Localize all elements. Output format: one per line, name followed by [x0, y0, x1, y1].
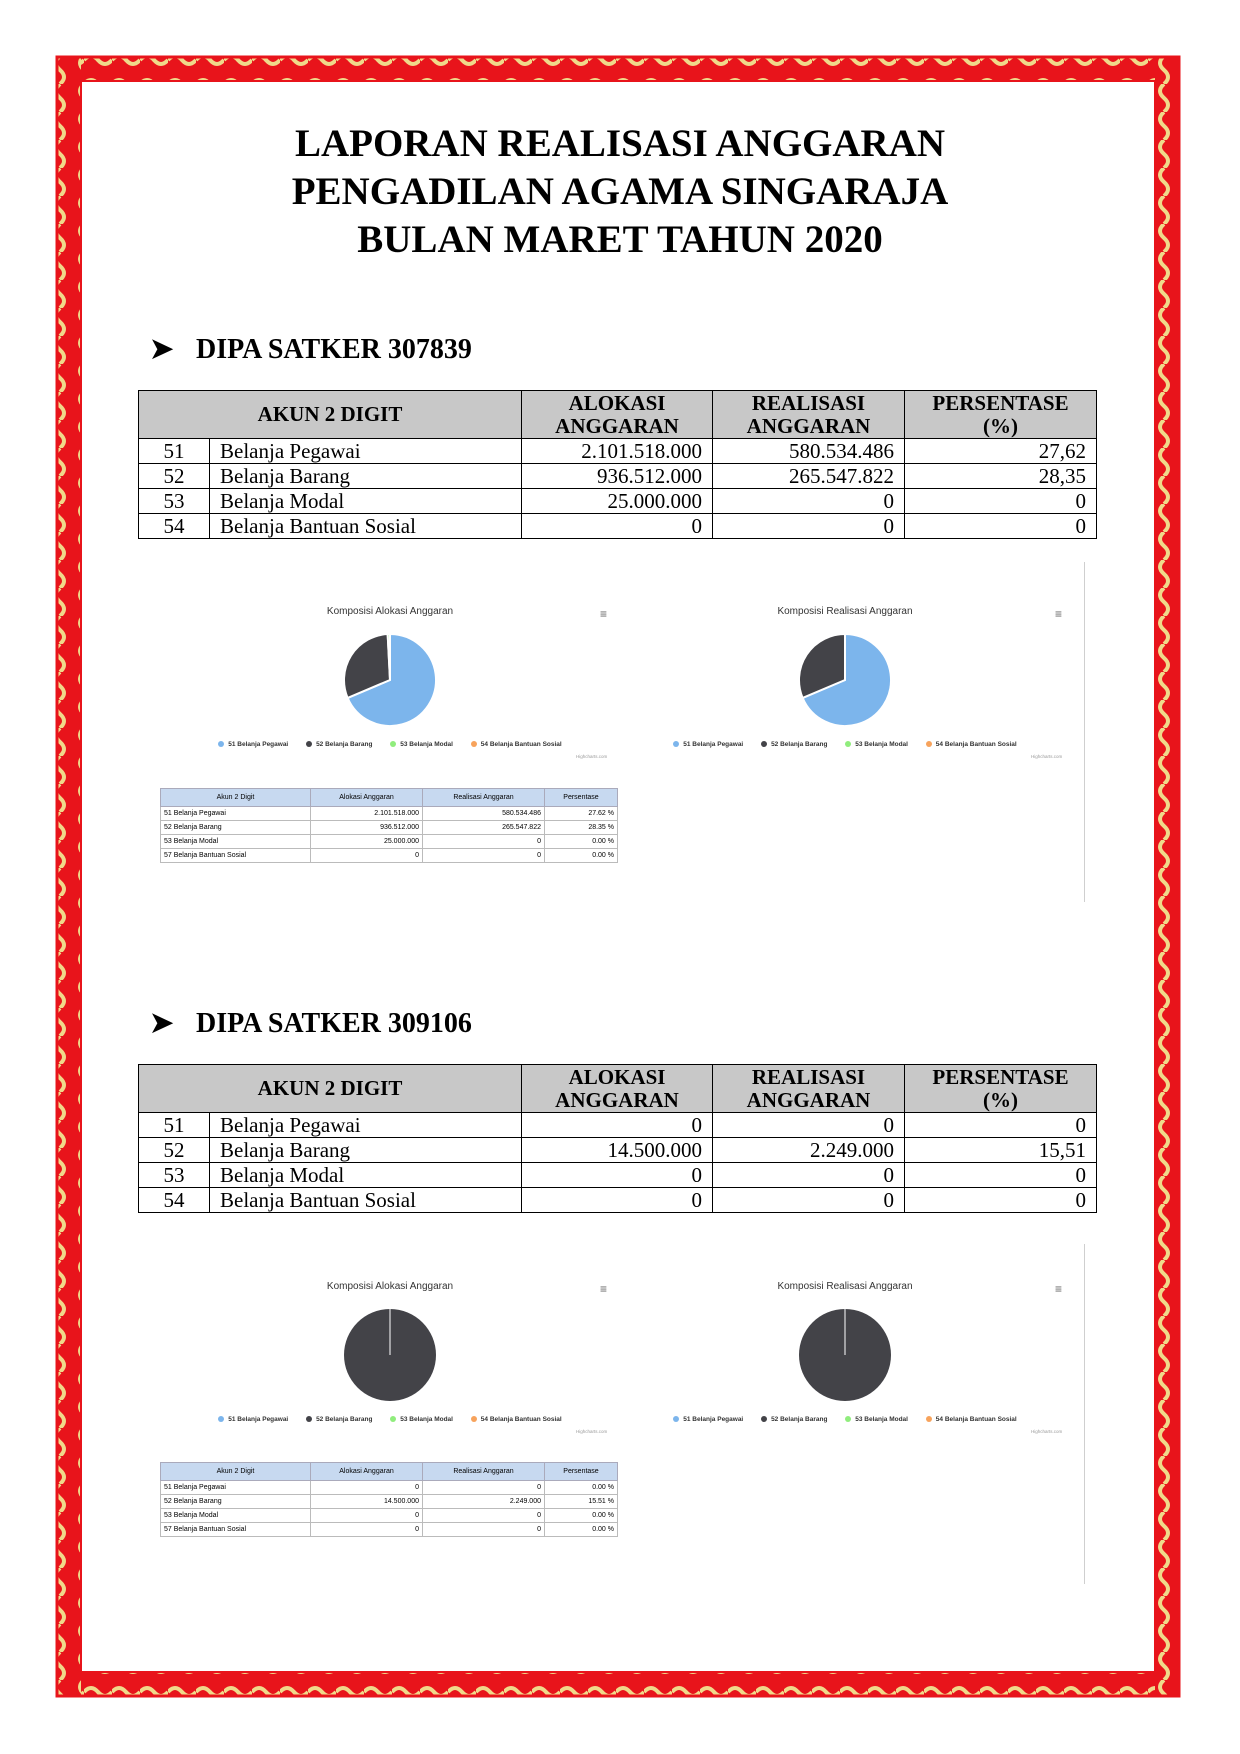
- summary-table-1: Akun 2 Digit Alokasi Anggaran Realisasi Anggaran Persentase 51 Belanja Pegawai 2.101.518.000 580.534.486 27.62 % 52 Belanja Barang 936.512.000 265.547.822 28.35 % 53 Belanja Modal 25.000.000 0 0.00 % 57 Belanja Bantuan Sosial 0 0 0.00 %: [160, 788, 618, 863]
- chart-credit[interactable]: Highcharts.com: [576, 754, 608, 759]
- table-row: 52 Belanja Barang 14.500.000 2.249.000 15,51: [139, 1138, 1097, 1163]
- legend-item-54[interactable]: 54 Belanja Bantuan Sosial: [926, 1416, 1017, 1423]
- chart-title: Komposisi Realisasi Anggaran: [777, 1281, 913, 1292]
- table-row: 52 Belanja Barang 936.512.000 265.547.822 28,35: [139, 464, 1097, 489]
- chart-credit[interactable]: Highcharts.com: [576, 1429, 608, 1434]
- pie-chart-alokasi-1: [160, 600, 620, 760]
- legend-item-53[interactable]: 53 Belanja Modal: [390, 741, 453, 748]
- legend-item-51[interactable]: 51 Belanja Pegawai: [218, 1416, 288, 1423]
- header-akun: AKUN 2 DIGIT: [139, 1065, 522, 1113]
- table-row: 53 Belanja Modal 0 0 0: [139, 1163, 1097, 1188]
- table-row: 52 Belanja Barang 936.512.000 265.547.822 28.35 %: [161, 821, 618, 835]
- chart-divider: [1084, 1244, 1085, 1584]
- chart-legend: [615, 741, 1075, 748]
- legend-item-54[interactable]: 54 Belanja Bantuan Sosial: [471, 741, 562, 748]
- chart-credit[interactable]: Highcharts.com: [1031, 1429, 1063, 1434]
- legend-item-51[interactable]: 51 Belanja Pegawai: [218, 741, 288, 748]
- table-row: 57 Belanja Bantuan Sosial 0 0 0.00 %: [161, 1523, 618, 1537]
- header-akun: AKUN 2 DIGIT: [139, 391, 522, 439]
- section-heading-text: DIPA SATKER 307839: [196, 334, 472, 365]
- header-persentase: PERSENTASE (%): [905, 391, 1097, 439]
- table-row: 53 Belanja Modal 25.000.000 0 0: [139, 489, 1097, 514]
- table-row: 54 Belanja Bantuan Sosial 0 0 0: [139, 1188, 1097, 1213]
- pie-chart-realisasi-1: [615, 600, 1075, 760]
- hamburger-menu-icon[interactable]: ≡: [1055, 607, 1063, 621]
- header-alokasi: ALOKASI ANGGARAN: [522, 1065, 713, 1113]
- legend-item-53[interactable]: 53 Belanja Modal: [390, 1416, 453, 1423]
- pie-svg: [160, 1275, 620, 1435]
- summary-table-2: Akun 2 Digit Alokasi Anggaran Realisasi Anggaran Persentase 51 Belanja Pegawai 0 0 0.00 % 52 Belanja Barang 14.500.000 2.249.000 15.51 % 53 Belanja Modal 0 0 0.00 % 57 Belanja Bantuan Sosial 0 0 0.00 %: [160, 1462, 618, 1537]
- legend-item-53[interactable]: 53 Belanja Modal: [845, 741, 908, 748]
- legend-item-52[interactable]: 52 Belanja Barang: [306, 741, 372, 748]
- legend-item-53[interactable]: 53 Belanja Modal: [845, 1416, 908, 1423]
- legend-item-54[interactable]: 54 Belanja Bantuan Sosial: [471, 1416, 562, 1423]
- header-alokasi: ALOKASI ANGGARAN: [522, 391, 713, 439]
- budget-table-2: [138, 1064, 1097, 1213]
- legend-item-51[interactable]: 51 Belanja Pegawai: [673, 741, 743, 748]
- hamburger-menu-icon[interactable]: ≡: [600, 607, 608, 621]
- hamburger-menu-icon[interactable]: ≡: [600, 1282, 608, 1296]
- pie-chart-realisasi-2: [615, 1275, 1075, 1435]
- arrow-bullet-icon: ➤: [150, 334, 174, 365]
- pie-chart-alokasi-2: [160, 1275, 620, 1435]
- table-row: 51 Belanja Pegawai 0 0 0: [139, 1113, 1097, 1138]
- chart-credit[interactable]: Highcharts.com: [1031, 754, 1063, 759]
- pie-svg: [615, 600, 1075, 760]
- section-heading-2: [150, 1006, 472, 1040]
- title-line-1: LAPORAN REALISASI ANGGARAN: [294, 122, 946, 165]
- section-heading-1: [150, 332, 472, 366]
- title-line-3: BULAN MARET TAHUN 2020: [357, 218, 883, 261]
- pie-svg: [615, 1275, 1075, 1435]
- table-row: 53 Belanja Modal 25.000.000 0 0.00 %: [161, 835, 618, 849]
- legend-item-52[interactable]: 52 Belanja Barang: [761, 741, 827, 748]
- header-persentase: PERSENTASE (%): [905, 1065, 1097, 1113]
- pie-svg: [160, 600, 620, 760]
- header-realisasi: REALISASI ANGGARAN: [713, 1065, 905, 1113]
- table-row: 51 Belanja Pegawai 2.101.518.000 580.534.486 27,62: [139, 439, 1097, 464]
- legend-item-51[interactable]: 51 Belanja Pegawai: [673, 1416, 743, 1423]
- arrow-bullet-icon: ➤: [150, 1008, 174, 1039]
- section-heading-text: DIPA SATKER 309106: [196, 1008, 472, 1039]
- table-row: 53 Belanja Modal 0 0 0.00 %: [161, 1509, 618, 1523]
- table-row: 52 Belanja Barang 14.500.000 2.249.000 15.51 %: [161, 1495, 618, 1509]
- chart-title: Komposisi Realisasi Anggaran: [777, 606, 913, 617]
- table-row: 51 Belanja Pegawai 2.101.518.000 580.534.486 27.62 %: [161, 807, 618, 821]
- table-row: 51 Belanja Pegawai 0 0 0.00 %: [161, 1481, 618, 1495]
- chart-legend: [615, 1416, 1075, 1423]
- chart-title: Komposisi Alokasi Anggaran: [326, 1281, 454, 1292]
- legend-item-52[interactable]: 52 Belanja Barang: [761, 1416, 827, 1423]
- legend-item-52[interactable]: 52 Belanja Barang: [306, 1416, 372, 1423]
- chart-divider: [1084, 562, 1085, 902]
- chart-legend: [160, 1416, 620, 1423]
- table-row: 54 Belanja Bantuan Sosial 0 0 0: [139, 514, 1097, 539]
- chart-title: Komposisi Alokasi Anggaran: [326, 606, 454, 617]
- legend-item-54[interactable]: 54 Belanja Bantuan Sosial: [926, 741, 1017, 748]
- table-row: 57 Belanja Bantuan Sosial 0 0 0.00 %: [161, 849, 618, 863]
- budget-table-1: [138, 390, 1097, 539]
- title-line-2: PENGADILAN AGAMA SINGARAJA: [291, 170, 949, 213]
- report-title: [0, 120, 1240, 264]
- chart-legend: [160, 741, 620, 748]
- hamburger-menu-icon[interactable]: ≡: [1055, 1282, 1063, 1296]
- header-realisasi: REALISASI ANGGARAN: [713, 391, 905, 439]
